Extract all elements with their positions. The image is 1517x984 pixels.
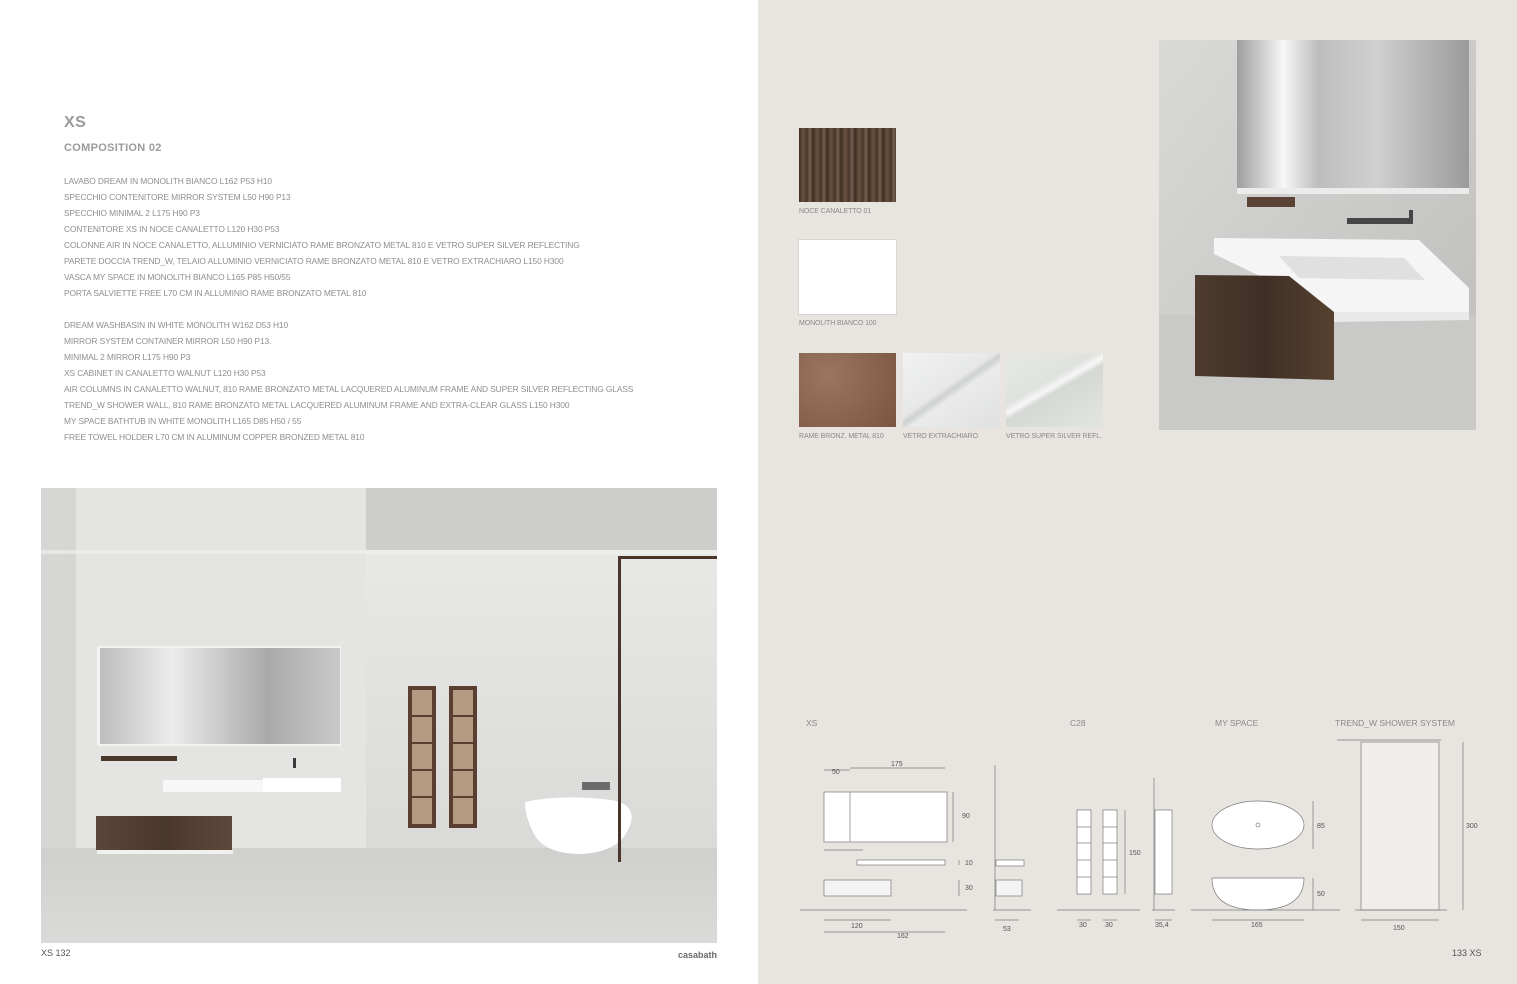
description-italian — [64, 173, 580, 301]
washbasin-detail-photo — [1159, 40, 1476, 430]
desc-line: SPECCHIO CONTENITORE MIRROR SYSTEM L50 H90 P13 — [64, 192, 291, 202]
dim-35-4: 35,4 — [1155, 922, 1169, 929]
desc-line: XS CABINET IN CANALETTO WALNUT L120 H30 P53 — [64, 368, 266, 378]
desc-line: SPECCHIO MINIMAL 2 L175 H90 P3 — [64, 208, 200, 218]
dim-120: 120 — [851, 923, 863, 930]
dim-10: 10 — [965, 860, 973, 867]
desc-line: PARETE DOCCIA TREND_W, TELAIO ALLUMINIO VERNICIATO RAME BRONZATO METAL 810 E VETRO EXTRACHIARO L150 H300 — [64, 256, 564, 266]
dim-30: 30 — [965, 885, 973, 892]
desc-line: AIR COLUMNS IN CANALETTO WALNUT, 810 RAME BRONZATO METAL LACQUERED ALUMINUM FRAME AND SUPER SILVER REFLECTING GLASS — [64, 384, 634, 394]
dim-50-bath: 50 — [1317, 891, 1325, 898]
swatch-label: VETRO SUPER SILVER REFL. — [1006, 433, 1102, 440]
swatch-noce-canaletto — [799, 128, 896, 202]
desc-line: MINIMAL 2 MIRROR L175 H90 P3 — [64, 352, 191, 362]
swatch-monolith-bianco — [799, 240, 896, 314]
composition-title: COMPOSITION 02 — [64, 142, 162, 154]
tech-title-xs: XS — [806, 718, 818, 728]
dim-150-vertical: 150 — [1129, 850, 1141, 857]
swatch-label: RAME BRONZ. METAL 810 — [799, 433, 884, 440]
description-english — [64, 317, 633, 445]
dim-175: 175 — [891, 761, 903, 768]
tech-title-trend-w: TREND_W SHOWER SYSTEM — [1335, 718, 1455, 728]
technical-drawings — [795, 730, 1485, 950]
dim-90: 90 — [962, 813, 970, 820]
swatch-rame-bronz — [799, 353, 896, 427]
swatch-label: MONOLITH BIANCO 100 — [799, 320, 877, 327]
tech-title-my-space: MY SPACE — [1215, 718, 1259, 728]
desc-line: DREAM WASHBASIN IN WHITE MONOLITH W162 D53 H10 — [64, 320, 289, 330]
brand-logo: casabath — [678, 950, 718, 960]
bathroom-composition-photo — [41, 488, 717, 943]
desc-line: VASCA MY SPACE IN MONOLITH BIANCO L165 P85 H50/55 — [64, 272, 291, 282]
desc-line: LAVABO DREAM IN MONOLITH BIANCO L162 P53 H10 — [64, 176, 272, 186]
left-folio: XS 132 — [41, 948, 71, 958]
dim-53: 53 — [1003, 926, 1011, 933]
dim-85: 85 — [1317, 823, 1325, 830]
right-folio: 133 XS — [1452, 948, 1482, 958]
desc-line: MY SPACE BATHTUB IN WHITE MONOLITH L165 D85 H50 / 55 — [64, 416, 302, 426]
desc-line: CONTENITORE XS IN NOCE CANALETTO L120 H30 P53 — [64, 224, 280, 234]
desc-line: COLONNE AIR IN NOCE CANALETTO, ALLUMINIO VERNICIATO RAME BRONZATO METAL 810 E VETRO SUPER SILVER REFLECTING — [64, 240, 580, 250]
desc-line: FREE TOWEL HOLDER L70 CM IN ALUMINUM COPPER BRONZED METAL 810 — [64, 432, 365, 442]
desc-line: MIRROR SYSTEM CONTAINER MIRROR L50 H90 P13. — [64, 336, 272, 346]
swatch-vetro-super-silver — [1006, 353, 1103, 427]
dim-150-horizontal: 150 — [1393, 925, 1405, 932]
dim-300: 300 — [1466, 823, 1478, 830]
dim-50: 50 — [832, 769, 840, 776]
dim-165: 165 — [1251, 922, 1263, 929]
swatch-vetro-extrachiaro — [903, 353, 1000, 427]
tech-title-c28: C28 — [1070, 718, 1086, 728]
dim-30-column-a: 30 — [1079, 922, 1087, 929]
swatch-label: NOCE CANALETTO 01 — [799, 208, 872, 215]
dim-30-column-b: 30 — [1105, 922, 1113, 929]
swatch-label: VETRO EXTRACHIARO — [903, 433, 978, 440]
desc-line: PORTA SALVIETTE FREE L70 CM IN ALLUMINIO RAME BRONZATO METAL 810 — [64, 288, 367, 298]
left-page — [0, 0, 758, 984]
series-title: XS — [64, 114, 87, 131]
dim-162: 162 — [897, 933, 909, 940]
desc-line: TREND_W SHOWER WALL, 810 RAME BRONZATO METAL LACQUERED ALUMINUM FRAME AND EXTRA-CLEAR GLASS L150 H300 — [64, 400, 570, 410]
